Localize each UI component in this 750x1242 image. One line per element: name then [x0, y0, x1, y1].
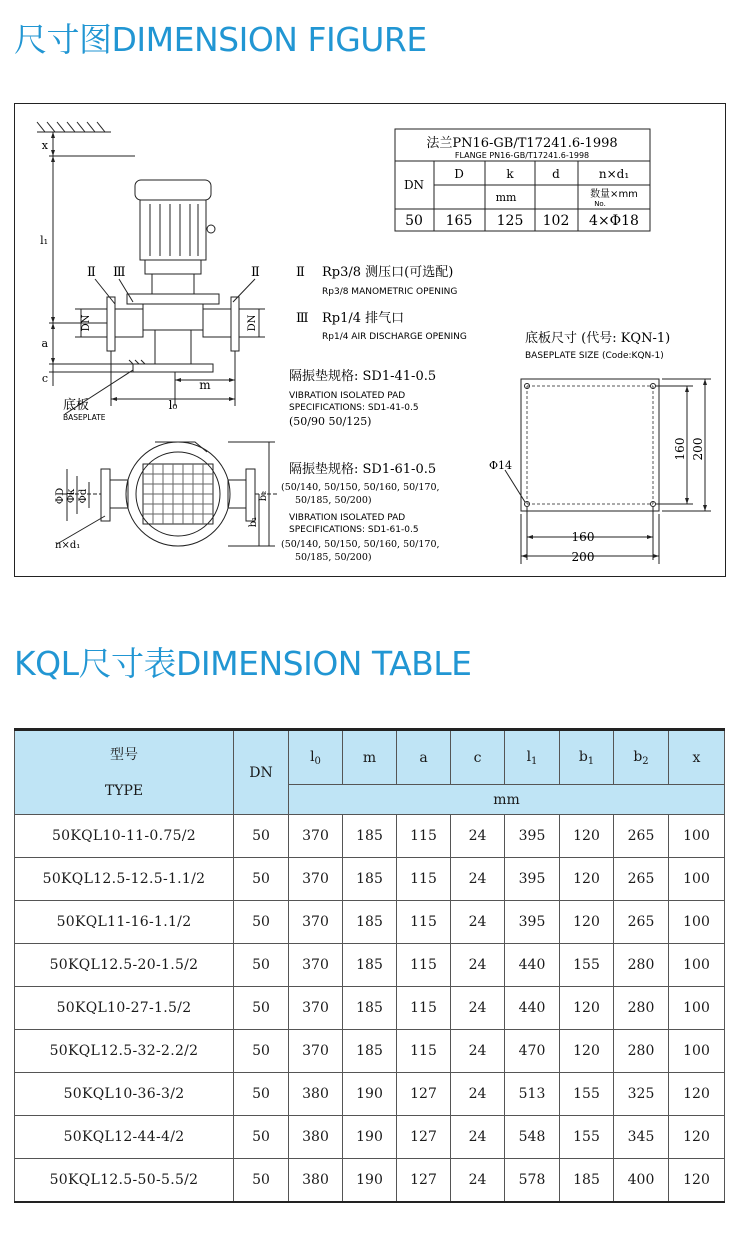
table-row	[15, 901, 725, 944]
cell-dn: 50	[234, 1030, 289, 1073]
cell-l1: 548	[505, 1116, 560, 1159]
cell-l0: 370	[289, 815, 343, 858]
cell-dn: 50	[234, 1073, 289, 1116]
table-row	[15, 1159, 725, 1203]
label-baseplate-en: BASEPLATE	[63, 413, 106, 422]
cell-a: 115	[397, 815, 451, 858]
figure-section-title: 尺寸图DIMENSION FIGURE	[14, 20, 427, 59]
cell-l1: 440	[505, 944, 560, 987]
baseplate-arrows	[521, 379, 707, 558]
pad1-en1: VIBRATION ISOLATED PAD	[289, 391, 406, 401]
pad2-en2: SPECIFICATIONS: SD1-61-0.5	[289, 525, 419, 535]
cell-c: 24	[451, 944, 505, 987]
note-2-cn: Rp3/8 测压口(可选配)	[322, 265, 454, 280]
label-mark-3: Ⅲ	[113, 265, 126, 280]
cell-l0: 370	[289, 901, 343, 944]
cell-m: 190	[343, 1116, 397, 1159]
header-unit: mm	[289, 785, 725, 815]
baseplate-dim-200-h: 200	[571, 550, 595, 564]
note-2-en: Rp3/8 MANOMETRIC OPENING	[322, 287, 458, 297]
flange-val-nd: 4×Φ18	[589, 213, 639, 229]
label-m: m	[199, 378, 211, 392]
table-row	[15, 944, 725, 987]
cell-dn: 50	[234, 815, 289, 858]
baseplate-title-cn: 底板尺寸 (代号: KQN-1)	[525, 331, 671, 346]
cell-c: 24	[451, 1030, 505, 1073]
cell-x: 100	[669, 815, 725, 858]
cell-a: 115	[397, 944, 451, 987]
cell-b1: 155	[560, 944, 614, 987]
flange-col-d: d	[552, 167, 560, 181]
cell-b1: 155	[560, 1073, 614, 1116]
cell-dn: 50	[234, 901, 289, 944]
cell-c: 24	[451, 1116, 505, 1159]
cell-l0: 380	[289, 1116, 343, 1159]
pad1-cn: 隔振垫规格: SD1-41-0.5	[289, 369, 437, 384]
table-row	[15, 987, 725, 1030]
flange-val-k: 125	[496, 213, 524, 229]
header-col-a: a	[397, 730, 451, 785]
label-b2: b₂	[258, 490, 269, 502]
cell-a: 115	[397, 858, 451, 901]
baseplate-dim-200-v: 200	[691, 437, 705, 461]
cell-x: 100	[669, 987, 725, 1030]
cell-b2: 345	[614, 1116, 669, 1159]
cell-c: 24	[451, 901, 505, 944]
dimension-table	[14, 728, 725, 1203]
header-type	[15, 730, 234, 815]
pad2-vals1: (50/140, 50/150, 50/160, 50/170,	[281, 482, 440, 493]
cell-m: 185	[343, 858, 397, 901]
dimension-figure	[14, 103, 726, 577]
pad2-cn: 隔振垫规格: SD1-61-0.5	[289, 462, 437, 477]
label-baseplate-cn: 底板	[63, 398, 90, 413]
cell-a: 127	[397, 1073, 451, 1116]
cell-model: 50KQL10-36-3/2	[15, 1073, 234, 1116]
cell-b1: 120	[560, 1030, 614, 1073]
cell-c: 24	[451, 1073, 505, 1116]
pad2-vals4: 50/185, 50/200)	[295, 552, 372, 563]
header-col-x: x	[669, 730, 725, 785]
cell-m: 185	[343, 987, 397, 1030]
label-a: a	[41, 337, 48, 350]
cell-x: 100	[669, 1030, 725, 1073]
header-col-l0: $l_0$	[289, 730, 343, 785]
cell-model: 50KQL10-11-0.75/2	[15, 815, 234, 858]
table-row	[15, 1116, 725, 1159]
flange-col-nd: n×d₁	[598, 167, 630, 181]
label-dn-left: DN	[81, 314, 92, 332]
pad2-vals2: 50/185, 50/200)	[295, 495, 372, 506]
cell-l0: 370	[289, 987, 343, 1030]
cell-model: 50KQL10-27-1.5/2	[15, 987, 234, 1030]
flange-col-dn: DN	[403, 178, 425, 192]
flange-val-dn: 50	[405, 213, 423, 229]
cell-dn: 50	[234, 1159, 289, 1203]
cell-l1: 395	[505, 858, 560, 901]
cell-b2: 280	[614, 944, 669, 987]
cell-l1: 440	[505, 987, 560, 1030]
cell-a: 127	[397, 1159, 451, 1203]
label-mark-2-right: Ⅱ	[251, 265, 260, 280]
label-x: x	[41, 139, 48, 152]
label-l0: l₀	[168, 398, 178, 412]
flange-unit: mm	[495, 191, 517, 204]
header-col-b1: $b_1$	[560, 730, 614, 785]
cell-b2: 265	[614, 815, 669, 858]
cell-m: 185	[343, 901, 397, 944]
cell-l1: 470	[505, 1030, 560, 1073]
note-3-mark: Ⅲ	[296, 311, 309, 326]
flange-title-en: FLANGE PN16-GB/T17241.6-1998	[454, 151, 590, 160]
pump-elevation	[37, 122, 265, 414]
cell-b2: 280	[614, 987, 669, 1030]
cell-model: 50KQL12-44-4/2	[15, 1116, 234, 1159]
flange-val-d: 102	[542, 213, 570, 229]
flange-col-D: D	[454, 167, 464, 181]
cell-l1: 395	[505, 901, 560, 944]
table-body	[15, 815, 725, 1203]
cell-l0: 370	[289, 858, 343, 901]
flange-col-k: k	[506, 167, 514, 181]
cell-dn: 50	[234, 858, 289, 901]
label-c: c	[41, 372, 48, 385]
pad2-en1: VIBRATION ISOLATED PAD	[289, 513, 406, 523]
cell-a: 115	[397, 1030, 451, 1073]
cell-model: 50KQL12.5-32-2.2/2	[15, 1030, 234, 1073]
cell-b2: 265	[614, 901, 669, 944]
label-mark-2-left: Ⅱ	[87, 265, 96, 280]
baseplate-title-en: BASEPLATE SIZE (Code:KQN-1)	[525, 351, 664, 361]
cell-model: 50KQL11-16-1.1/2	[15, 901, 234, 944]
cell-dn: 50	[234, 944, 289, 987]
cell-x: 120	[669, 1159, 725, 1203]
note-2-mark: Ⅱ	[296, 265, 305, 280]
dimension-drawing	[15, 104, 727, 578]
cell-x: 120	[669, 1073, 725, 1116]
cell-m: 185	[343, 815, 397, 858]
cell-l1: 513	[505, 1073, 560, 1116]
table-row	[15, 858, 725, 901]
cell-m: 190	[343, 1159, 397, 1203]
table-row	[15, 1073, 725, 1116]
flange-qty-cn: 数量×mm	[590, 189, 638, 200]
cell-l0: 380	[289, 1159, 343, 1203]
cell-c: 24	[451, 815, 505, 858]
header-col-l1: $l_1$	[505, 730, 560, 785]
header-type-en: TYPE	[104, 782, 144, 799]
cell-c: 24	[451, 1159, 505, 1203]
cell-b2: 280	[614, 1030, 669, 1073]
elevation-arrows	[51, 132, 235, 401]
flange-title-cn: 法兰PN16-GB/T17241.6-1998	[426, 136, 618, 151]
cell-dn: 50	[234, 987, 289, 1030]
flange-qty-en: No.	[594, 200, 606, 208]
pump-plan-view	[57, 442, 277, 546]
header-type-cn: 型号	[110, 746, 138, 763]
label-phi-D: ΦD	[55, 487, 66, 505]
cell-l0: 370	[289, 944, 343, 987]
cell-l1: 395	[505, 815, 560, 858]
baseplate-dim-160-h: 160	[571, 530, 595, 544]
header-col-b2: $b_2$	[614, 730, 669, 785]
label-nd: n×d₁	[55, 540, 81, 551]
cell-b2: 325	[614, 1073, 669, 1116]
cell-c: 24	[451, 858, 505, 901]
cell-dn: 50	[234, 1116, 289, 1159]
label-dn-right: DN	[247, 314, 258, 332]
cell-b1: 120	[560, 858, 614, 901]
header-dn: DN	[234, 730, 289, 815]
cell-a: 115	[397, 987, 451, 1030]
cell-m: 185	[343, 1030, 397, 1073]
cell-model: 50KQL12.5-50-5.5/2	[15, 1159, 234, 1203]
cell-b1: 155	[560, 1116, 614, 1159]
cell-a: 115	[397, 901, 451, 944]
cell-b1: 185	[560, 1159, 614, 1203]
cell-m: 190	[343, 1073, 397, 1116]
table-row	[15, 815, 725, 858]
pad1-vals: (50/90 50/125)	[289, 415, 372, 428]
label-b1: b₁	[248, 516, 259, 528]
pad2-vals3: (50/140, 50/150, 50/160, 50/170,	[281, 539, 440, 550]
note-3-cn: Rp1/4 排气口	[322, 311, 405, 326]
cell-l1: 578	[505, 1159, 560, 1203]
label-l1: l₁	[40, 234, 48, 247]
baseplate-dim-160-v: 160	[673, 437, 687, 461]
cell-m: 185	[343, 944, 397, 987]
cell-x: 100	[669, 858, 725, 901]
note-3-en: Rp1/4 AIR DISCHARGE OPENING	[322, 332, 467, 342]
cell-b2: 400	[614, 1159, 669, 1203]
cell-x: 100	[669, 944, 725, 987]
table-row	[15, 1030, 725, 1073]
cell-b1: 120	[560, 815, 614, 858]
cell-model: 50KQL12.5-12.5-1.1/2	[15, 858, 234, 901]
baseplate-hole: Φ14	[489, 459, 513, 472]
pad1-en2: SPECIFICATIONS: SD1-41-0.5	[289, 403, 419, 413]
cell-c: 24	[451, 987, 505, 1030]
label-phi-k: Φk	[66, 488, 77, 504]
table-section-title: KQL尺寸表DIMENSION TABLE	[14, 644, 472, 683]
cell-l0: 370	[289, 1030, 343, 1073]
header-col-c: c	[451, 730, 505, 785]
cell-b2: 265	[614, 858, 669, 901]
cell-model: 50KQL12.5-20-1.5/2	[15, 944, 234, 987]
cell-x: 100	[669, 901, 725, 944]
cell-b1: 120	[560, 987, 614, 1030]
cell-x: 120	[669, 1116, 725, 1159]
label-phi-d: Φd	[78, 488, 89, 504]
baseplate-drawing	[505, 379, 711, 564]
header-col-m: m	[343, 730, 397, 785]
cell-l0: 380	[289, 1073, 343, 1116]
flange-val-D: 165	[445, 213, 473, 229]
cell-b1: 120	[560, 901, 614, 944]
cell-a: 127	[397, 1116, 451, 1159]
